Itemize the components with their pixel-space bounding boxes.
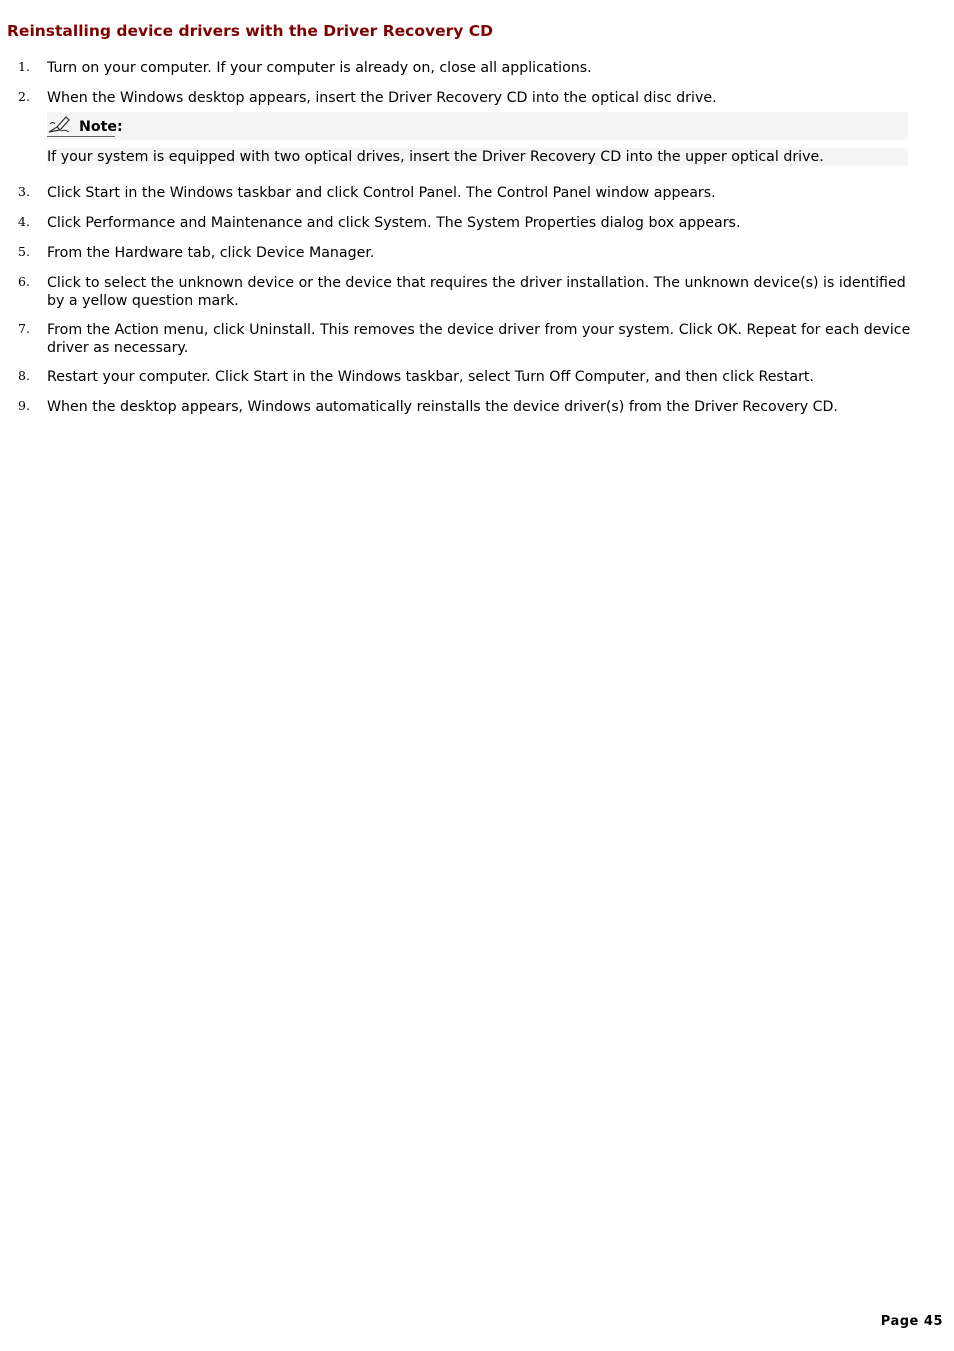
step-text: From the Hardware tab, click Device Manager. [47, 245, 375, 261]
step-text: Turn on your computer. If your computer is already on, close all applications. [47, 60, 592, 76]
page-title: Reinstalling device drivers with the Driver Recovery CD [7, 22, 494, 40]
page-number: Page 45 [880, 1314, 943, 1329]
step-number: 8. [18, 368, 30, 383]
note-body [47, 148, 908, 166]
step-number: 5. [18, 244, 30, 259]
step-number: 2. [18, 89, 30, 104]
note-label: Note: [79, 119, 123, 135]
step-text: Click to select the unknown device or the device that requires the driver installation. The unknown device(s) is identified by a yellow question mark. [47, 275, 906, 309]
step-number: 9. [18, 398, 30, 413]
step-number: 7. [18, 321, 30, 336]
step-number: 1. [18, 59, 30, 74]
step-text: Click Start in the Windows taskbar and click Control Panel. The Control Panel window appears. [47, 185, 716, 201]
step-text: From the Action menu, click Uninstall. This removes the device driver from your system. Click OK. Repeat for each device driver as necessary. [47, 322, 911, 356]
step-text: When the Windows desktop appears, insert the Driver Recovery CD into the optical disc drive. [47, 90, 717, 106]
step-text: When the desktop appears, Windows automatically reinstalls the device driver(s) from the Driver Recovery CD. [47, 399, 838, 415]
step-number: 4. [18, 214, 30, 229]
note-pencil-icon [47, 115, 71, 135]
step-text: Click Performance and Maintenance and click System. The System Properties dialog box appears. [47, 215, 741, 231]
note-title-underline [47, 115, 123, 137]
step-number: 6. [18, 274, 30, 289]
note-text: If your system is equipped with two optical drives, insert the Driver Recovery CD into the upper optical drive. [47, 149, 824, 165]
step-text: Restart your computer. Click Start in the Windows taskbar, select Turn Off Computer, and then click Restart. [47, 369, 814, 385]
step-number: 3. [18, 184, 30, 199]
note-header [47, 112, 908, 140]
